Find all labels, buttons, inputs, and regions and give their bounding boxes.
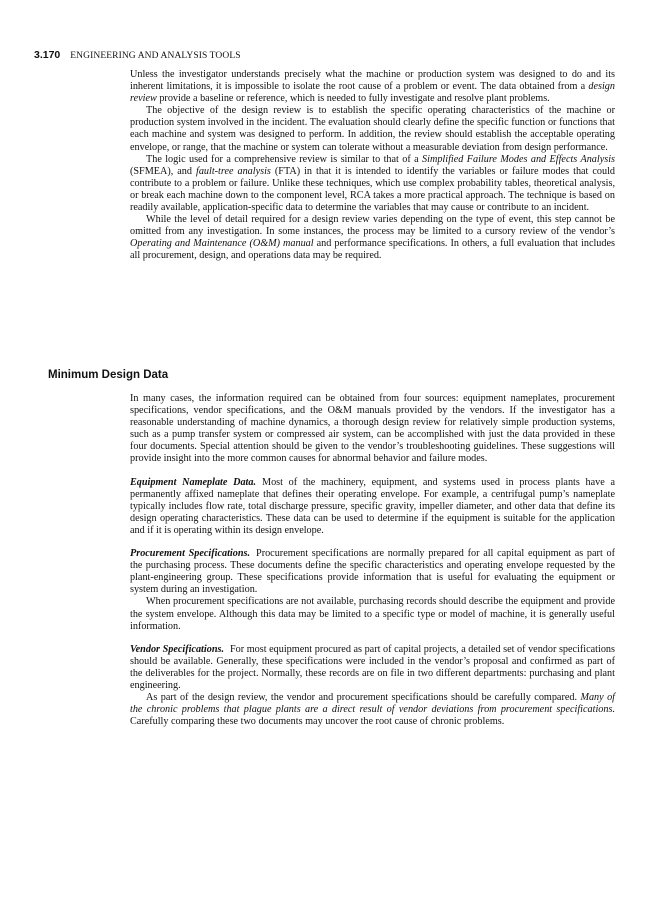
text-run: (SFMEA), and xyxy=(130,165,196,177)
intro-paragraph-2: The objective of the design review is to establish the specific operating characteristics of the machine or production system involved in the incident. The evaluation should clearly define the specific function or functions that each machine and system was designed to perform. In addition, the review should establish the acceptable operating envelope, or range, that the machine or system can tolerate without a measurable deviation from design performance. xyxy=(130,105,615,153)
emphasis: fault-tree analysis xyxy=(195,165,271,177)
text-run: For most equipment procured as part of capital projects, a detailed set of vendor specifications should be available. Generally, these specifications were included in the vendor’s proposal and confirmed as part of the deliverables for the project. Normally, these records are on file in two different departments: purchasing and plant engineering. xyxy=(130,643,615,691)
text-run: Unless the investigator understands precisely what the machine or production system was designed to do and its inherent limitations, it is impossible to isolate the root cause of a problem or event. The data obtained from a xyxy=(130,69,615,93)
emphasis: Many of the chronic problems that plague plants are a direct result of vendor deviations from procurement specifications. xyxy=(130,692,616,716)
emphasis: Operating and Maintenance (O&M) manual xyxy=(130,238,314,250)
vendor-paragraph xyxy=(130,644,615,692)
page-number: 3.170 xyxy=(34,49,61,61)
intro-paragraph-3 xyxy=(130,154,615,214)
procurement-paragraph xyxy=(130,548,615,596)
text-run: As part of the design review, the vendor and procurement specifications should be carefully compared. xyxy=(146,692,581,704)
text-run: Procurement specifications are normally prepared for all capital equipment as part of the purchasing process. These documents define the specific characteristics and operating envelope requested by the plant-engineering group. These specifications provide information that is useful for evaluating the equipment or system during an investigation. xyxy=(130,548,615,596)
intro-text xyxy=(130,69,615,263)
emphasis: design review xyxy=(130,81,615,105)
section-paragraph-1: In many cases, the information required can be obtained from four sources: equipment nameplates, procurement specifications, vendor specifications, and the O&M manuals provided by the vendors. If the investigator has a reasonable understanding of machine dynamics, a thorough design review for relatively simple production systems, such as a pump transfer system or compressed air system, can be accomplished with just the data provided in these four documents. Special attention should be given to the vendor’s troubleshooting guidelines. These suggestions will provide insight into the more common causes for abnormal behavior and failure modes. xyxy=(130,393,615,465)
text-run: and performance specifications. In others, a full evaluation that includes all procurement, design, and operations data may be required. xyxy=(130,238,615,262)
procurement-paragraph-2: When procurement specifications are not available, purchasing records should describe the equipment and provide the system envelope. Although this data may be limited to a specific type or model of machine, it is generally useful information. xyxy=(130,596,615,632)
procurement-runin-heading: Procurement Specifications. xyxy=(130,548,251,560)
vendor-runin-heading: Vendor Specifications. xyxy=(130,643,224,655)
text-run: The logic used for a comprehensive review is similar to that of a xyxy=(146,153,423,165)
section-heading: Minimum Design Data xyxy=(48,369,169,381)
text-run: provide a baseline or reference, which is needed to fully investigate and resolve plant problems. xyxy=(156,93,550,105)
intro-paragraph-1 xyxy=(130,69,615,105)
emphasis: Simplified Failure Modes and Effects Analysis xyxy=(422,153,615,165)
running-title: ENGINEERING AND ANALYSIS TOOLS xyxy=(70,51,241,61)
running-head xyxy=(34,49,241,61)
nameplate-runin-heading: Equipment Nameplate Data. xyxy=(130,476,257,488)
intro-paragraph-4 xyxy=(130,214,615,262)
text-run: While the level of detail required for a design review varies depending on the type of event, this step cannot be omitted from any investigation. In some instances, the process may be limited to a cursory review of the vendor’s xyxy=(130,214,615,238)
section-text xyxy=(130,393,615,728)
text-run: Most of the machinery, equipment, and systems used in process plants have a permanently affixed nameplate that defines their operating envelope. For example, a centrifugal pump’s nameplate typically includes flow rate, total discharge pressure, specific gravity, impeller diameter, and other data that define its design operating characteristics. These data can be used to determine if the equipment is suitable for the application and if it is operating within its design envelope. xyxy=(130,476,616,536)
nameplate-paragraph xyxy=(130,477,615,537)
text-run: Carefully comparing these two documents may uncover the root cause of chronic problems. xyxy=(130,716,505,728)
text-run: (FTA) in that it is intended to identify the variables or failure modes that could contribute to a problem or failure. Unlike these techniques, which use complex probability tables, theoretical analysis, or break each machine down to the component level, RCA takes a more practical approach. The technique is based on readily available, application-specific data to determine the variables that may cause or contribute to an incident. xyxy=(130,165,615,214)
vendor-paragraph-2 xyxy=(130,692,615,728)
